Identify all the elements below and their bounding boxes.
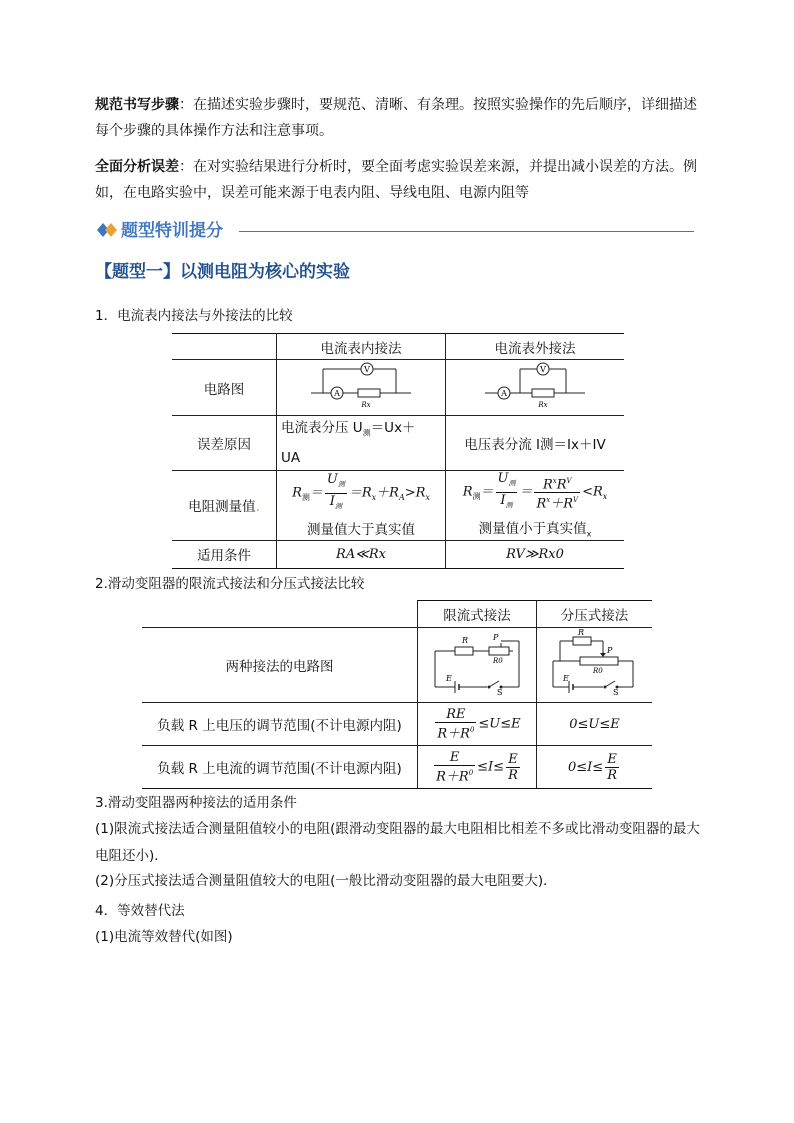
measure-outer-formula: $R_测=$ $\frac{U_测}{I_测}$ ＝ $\frac{R^xR^V}{R^x+R^V}$ $<R_x$ (462, 471, 608, 512)
current-limiting-circuit (427, 629, 527, 697)
item3-paragraph-2: (2)分压式接法适合测量阻值较大的电阻(一般比滑动变阻器的最大电阻要大)． (95, 873, 557, 889)
voltage-divider-circuit (545, 629, 645, 697)
svg-text:Rx: Rx (361, 400, 371, 409)
paragraph-error-analysis (95, 154, 705, 206)
apply-outer-cell: RV≫Rx0 (446, 540, 625, 568)
table2-col-limit: 限流式接法 (418, 601, 537, 628)
section-heading (97, 218, 607, 244)
svg-text:E: E (446, 674, 452, 683)
svg-text:Rx: Rx (538, 400, 548, 409)
limit-circuit-cell (418, 628, 537, 703)
error-inner-text-b: ＝Ux＋ (370, 420, 416, 436)
svg-text:A: A (501, 388, 507, 398)
svg-text:R: R (577, 629, 584, 637)
table2-col-divide: 分压式接法 (537, 601, 653, 628)
curr-limit-cell: $\frac{E}{R+R^0}$ ≤I≤ $\frac{E}{R}$ (418, 746, 537, 789)
table2-row-circuit: 两种接法的电路图 (142, 628, 418, 703)
body-error-analysis: ：在对实验结果进行分析时，要全面考虑实验误差来源，并提出减小误差的方法。例如，在电路实验中，误差可能来源于电表内阻、导线电阻、电源内阻等 (95, 159, 697, 201)
outer-circuit-cell (446, 360, 625, 416)
table2-row-voltage: 负载 R 上电压的调节范围(不计电源内阻) (142, 703, 418, 746)
svg-text:V: V (540, 364, 546, 374)
svg-text:R0: R0 (493, 657, 503, 665)
paragraph-standard-steps (95, 92, 705, 144)
svg-text:V: V (364, 364, 370, 374)
table2-row-current: 负载 R 上电流的调节范围(不计电源内阻) (142, 746, 418, 789)
inner-connection-circuit (306, 361, 416, 411)
measure-inner-formula: $R_测=$ $\frac{U_测}{I_测}$ $=R_x+R_A>R_x$ (292, 472, 430, 511)
rheostat-comparison-table (142, 600, 652, 789)
error-inner-text-c: UA (281, 449, 301, 466)
measure-row-label: 电阻测量值 (188, 499, 256, 516)
section-rule (239, 231, 694, 232)
lead-error-analysis: 全面分析误差 (95, 159, 179, 175)
table1-row-error: 误差原因 (172, 416, 277, 471)
svg-text:E: E (562, 674, 569, 683)
item3-heading: 3.滑动变阻器两种接法的适用条件 (95, 795, 297, 811)
svg-text:R: R (462, 636, 469, 645)
table1-col-outer: 电流表外接法 (446, 334, 625, 360)
error-inner-sub: 测 (362, 428, 371, 438)
table2-corner (142, 601, 418, 628)
lead-standard-steps: 规范书写步骤 (95, 97, 179, 113)
measure-outer-note-text: 测量值小于真实值 (478, 521, 587, 538)
measure-outer-x: x (586, 530, 592, 540)
apply-inner-cell: RA≪Rx (277, 540, 446, 568)
item4-paragraph-1: (1)电流等效替代(如图) (95, 929, 233, 945)
measure-outer-note (450, 517, 620, 539)
error-inner-cell (277, 416, 446, 471)
item1-heading: 1．电流表内接法与外接法的比较 (95, 308, 293, 324)
error-outer-cell: 电压表分流 I测＝Ix＋IV (446, 416, 625, 471)
table1-col-inner: 电流表内接法 (277, 334, 446, 360)
svg-text:S: S (612, 688, 618, 697)
curr-divide-left: 0≤I≤ (568, 759, 604, 775)
double-diamond-icon (97, 222, 119, 238)
table1-row-circuit: 电路图 (172, 360, 277, 416)
measure-outer-cell (446, 470, 625, 540)
item4-heading: 4．等效替代法 (95, 903, 185, 919)
svg-text:P: P (493, 633, 499, 642)
item3-paragraph-1: (1)限流式接法适合测量阻值较小的电阻(跟滑动变阻器的最大电阻相比相差不多或比滑动变阻器的最大电阻还小)． (95, 821, 700, 864)
divide-circuit-cell (537, 628, 653, 703)
error-inner-text-a: 电流表分压 U (281, 420, 363, 436)
svg-text:A: A (334, 388, 340, 398)
svg-text:R0: R0 (592, 667, 603, 675)
measure-inner-cell (277, 470, 446, 540)
table1-corner (172, 334, 277, 360)
section-title: 题型特训提分 (121, 221, 223, 241)
table1-row-apply: 适用条件 (172, 540, 277, 568)
curr-divide-cell: 0≤I≤ $\frac{E}{R}$ (537, 746, 653, 789)
measure-inner-note: 测量值大于真实值 (307, 522, 415, 539)
volt-limit-cell: $\frac{RE}{R+R^0}$ ≤U≤E (418, 703, 537, 746)
svg-text:P: P (606, 646, 612, 655)
outer-connection-circuit (480, 361, 590, 411)
type-one-title: 【题型一】以测电阻为核心的实验 (95, 262, 350, 282)
inner-circuit-cell (277, 360, 446, 416)
volt-divide-cell: 0≤U≤E (537, 703, 653, 746)
ammeter-comparison-table (172, 333, 624, 569)
item2-heading: 2.滑动变阻器的限流式接法和分压式接法比较 (95, 576, 365, 592)
svg-text:S: S (497, 688, 503, 697)
body-standard-steps: ：在描述实验步骤时，要规范、清晰、有条理。按照实验操作的先后顺序，详细描述每个步骤的具体操作方法和注意事项。 (95, 97, 697, 139)
table1-row-measure: 电阻测量值. (172, 470, 277, 540)
